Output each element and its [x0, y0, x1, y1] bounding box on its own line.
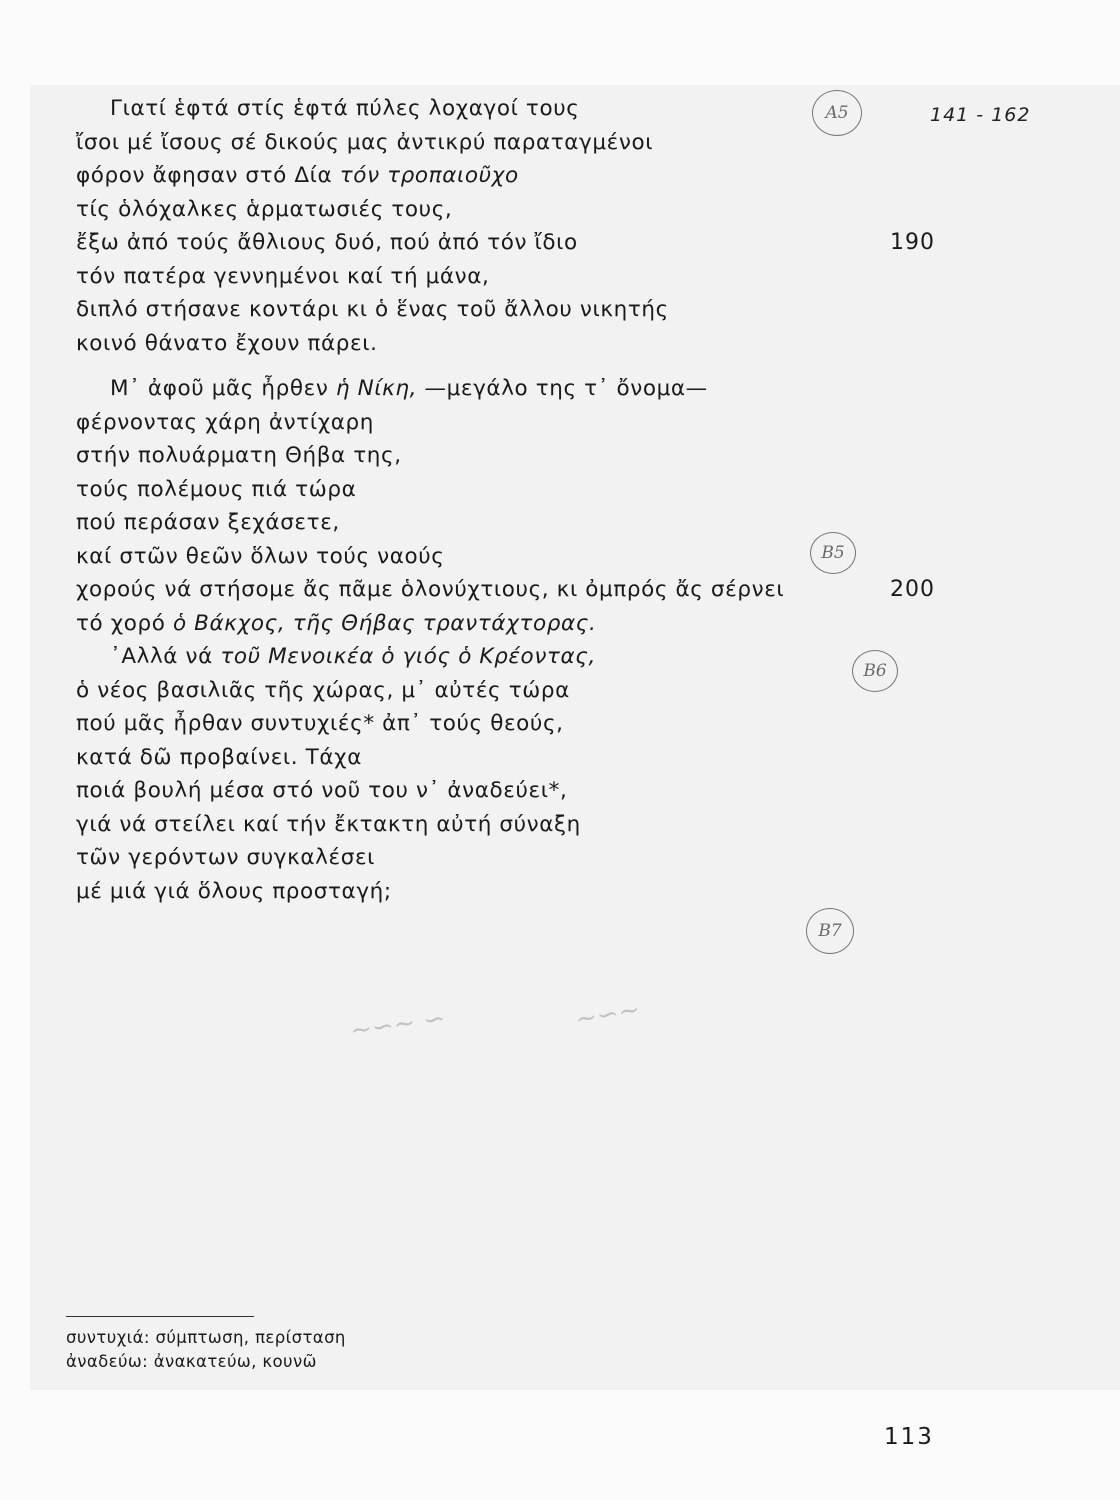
- poem-line-text: φέρνοντας χάρη ἀντίχαρη: [76, 409, 374, 435]
- poem-line-text: τό χορό: [76, 610, 173, 636]
- poem-line: [76, 875, 956, 909]
- poem-line-text: κοινό θάνατο ἔχουν πάρει.: [76, 330, 378, 356]
- poem-line-text: φόρον ἄφησαν στό Δία: [76, 163, 340, 188]
- poem-line-text: πού μᾶς ἦρθαν συντυχιές* ἀπ᾿ τούς θεούς,: [76, 711, 564, 736]
- poem-line-text: πού περάσαν ξεχάσετε,: [76, 510, 340, 535]
- margin-mark-a5: A5: [812, 90, 862, 136]
- pencil-scrawl: ∼∽∼ ∽: [348, 1003, 448, 1047]
- poem-line-text: ὁ νέος βασιλιᾶς τῆς χώρας, μ᾿ αὐτές τώρα: [76, 677, 570, 703]
- poem-line: [76, 741, 956, 775]
- poem-line: [76, 473, 956, 507]
- poem-line: [76, 674, 956, 708]
- poem-line-text: τόν πατέρα γεννημένοι καί τή μάνα,: [76, 263, 490, 289]
- poem-line: [76, 293, 956, 327]
- margin-mark-b6: B6: [852, 650, 898, 692]
- footnote-2: ἀναδεύω: ἀνακατεύω, κουνῶ: [66, 1352, 317, 1371]
- poem-line-text: τούς πολέμους πιά τώρα: [76, 476, 357, 502]
- line-range-header: 141 - 162: [930, 104, 1031, 126]
- poem-line: [76, 193, 956, 227]
- poem-line: [76, 260, 956, 294]
- poem-line-text: ποιά βουλή μέσα στό νοῦ του ν᾿ ἀναδεύει*,: [76, 778, 568, 803]
- poem-line: [76, 159, 956, 193]
- poem-line: [76, 707, 956, 741]
- poem-line: [76, 774, 956, 808]
- margin-mark-b5: B5: [810, 532, 856, 574]
- poem-line-text: καί στῶν θεῶν ὅλων τούς ναούς: [76, 543, 445, 569]
- poem-line-text: χορούς νά στήσομε ἄς πᾶμε ὁλονύχτιους, κι ὀμπρός ἄς σέρνει: [76, 577, 785, 602]
- footnotes: [66, 1326, 346, 1374]
- poem-line-text: τίς ὁλόχαλκες ἁρματωσιές τους,: [76, 196, 453, 222]
- poem-line-italic: ἡ Νίκη,: [335, 376, 418, 401]
- poem-line-italic: τόν τροπαιοῦχο: [339, 163, 519, 188]
- poem-line-text: τῶν γερόντων συγκαλέσει: [76, 845, 376, 870]
- poem-line: [76, 607, 956, 641]
- poem-line: [76, 841, 956, 875]
- poem-line: [76, 439, 956, 473]
- poem-line-text: Γιατί ἑφτά στίς ἑφτά πύλες λοχαγοί τους: [110, 96, 580, 121]
- poem-line-text: ᾿Αλλά νά: [110, 644, 221, 669]
- poem-line-italic: ὁ Βάκχος, τῆς Θήβας τραντάχτορας.: [172, 610, 597, 636]
- poem-text: [76, 92, 956, 908]
- poem-line: [76, 808, 956, 842]
- poem-line-text: μέ μιά γιά ὅλους προσταγή;: [76, 878, 392, 904]
- poem-line: [76, 226, 956, 260]
- poem-line: [76, 327, 956, 361]
- poem-line-text: γιά νά στείλει καί τήν ἔκτακτη αὐτή σύναξη: [76, 811, 581, 837]
- poem-line-text: διπλό στήσανε κοντάρι κι ὁ ἕνας τοῦ ἄλλου νικητής: [76, 297, 669, 322]
- poem-line: [76, 372, 956, 406]
- line-number: 190: [890, 230, 935, 255]
- poem-line: [76, 640, 956, 674]
- page-number: 113: [884, 1424, 934, 1450]
- poem-line-text: κατά δῶ προβαίνει. Τάχα: [76, 744, 362, 770]
- margin-mark-b7: B7: [806, 908, 854, 954]
- line-number: 200: [890, 577, 935, 602]
- pencil-scrawl: ∼∽∼: [572, 994, 643, 1036]
- poem-line-text: στήν πολυάρματη Θήβα της,: [76, 443, 402, 468]
- poem-line: [76, 573, 956, 607]
- poem-line-text: ἴσοι μέ ἴσους σέ δικούς μας ἀντικρύ παραταγμένοι: [76, 129, 654, 155]
- poem-line-text: Μ᾿ ἀφοῦ μᾶς ἦρθεν: [110, 376, 336, 401]
- poem-line-italic: τοῦ Μενοικέα ὁ γιός ὁ Κρέοντας,: [220, 644, 596, 669]
- poem-line-text-after: —μεγάλο της τ᾿ ὄνομα—: [417, 376, 708, 401]
- footnote-1: συντυχιά: σύμπτωση, περίσταση: [66, 1328, 346, 1347]
- poem-line-text: ἔξω ἀπό τούς ἄθλιους δυό, πού ἀπό τόν ἴδιο: [76, 230, 578, 255]
- poem-line: [76, 406, 956, 440]
- footnote-rule: [66, 1316, 254, 1317]
